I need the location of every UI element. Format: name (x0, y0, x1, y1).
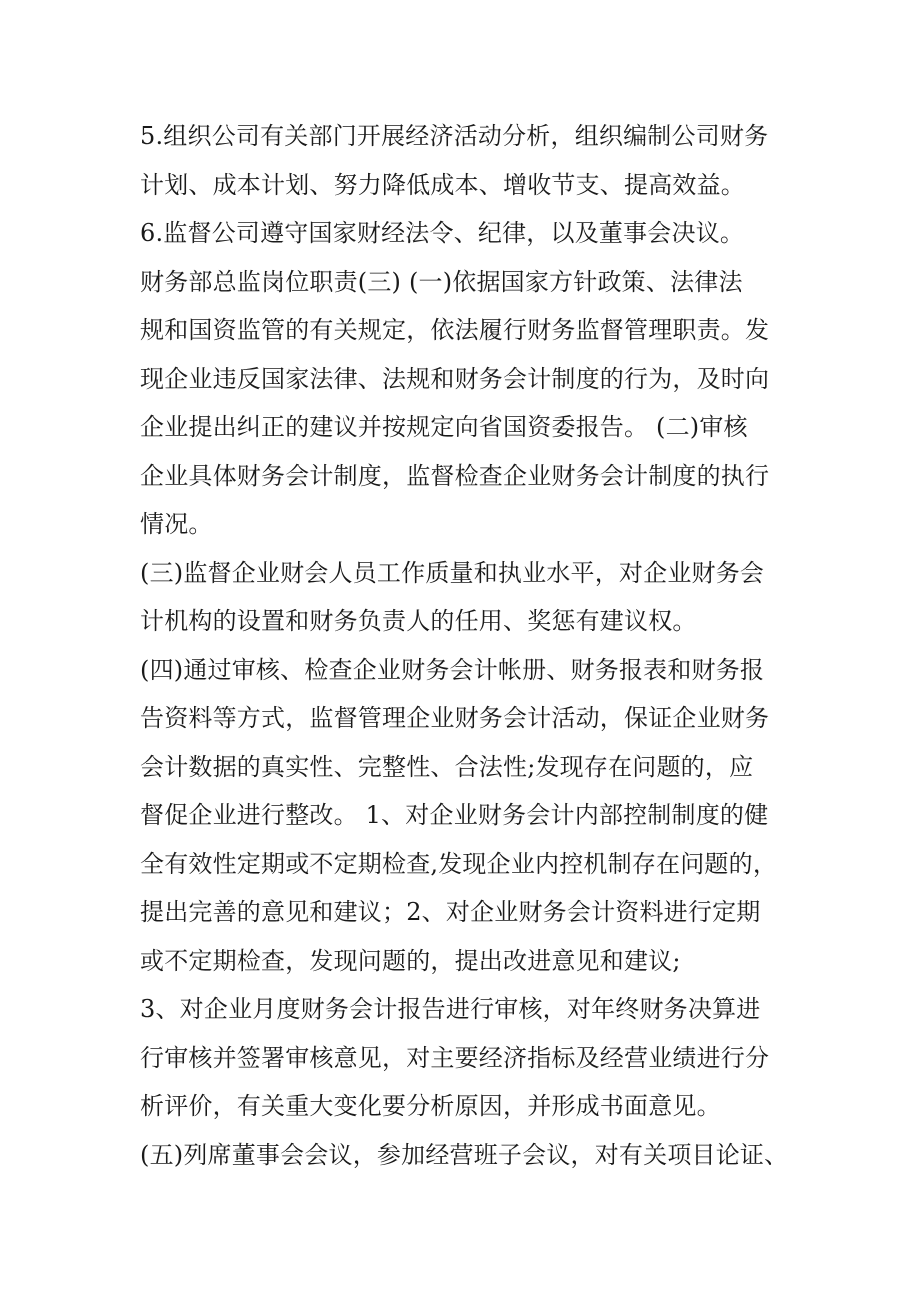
text-line-2: 计划、成本计划、努力降低成本、增收节支、提高效益。 (140, 170, 745, 199)
text-line-5: 规和国资监管的有关规定，依法履行财务监督管理职责。发 (140, 316, 770, 344)
text-line-13: 告资料等方式，监督管理企业财务会计活动，保证企业财务 (140, 704, 770, 732)
text-line-17: 提出完善的意见和建议；2、对企业财务会计资料进行定期 (140, 898, 761, 926)
text-line-4: 财务部总监岗位职责(三) (一)依据国家方针政策、法律法 (140, 267, 743, 296)
text-line-19: 3、对企业月度财务会计报告进行审核，对年终财务决算进 (140, 995, 761, 1023)
text-line-18: 或不定期检查，发现问题的，提出改进意见和建议; (140, 946, 681, 975)
text-line-15: 督促企业进行整改。 1、对企业财务会计内部控制制度的健 (140, 801, 769, 829)
text-line-8: 企业具体财务会计制度，监督检查企业财务会计制度的执行 (140, 461, 770, 490)
text-line-21: 析评价，有关重大变化要分析原因，并形成书面意见。 (140, 1092, 721, 1120)
text-line-12: (四)通过审核、检查企业财务会计帐册、财务报表和财务报 (140, 655, 765, 684)
text-line-11: 计机构的设置和财务负责人的任用、奖惩有建议权。 (140, 607, 697, 635)
text-line-6: 现企业违反国家法律、法规和财务会计制度的行为，及时向 (140, 364, 770, 393)
text-line-10: (三)监督企业财会人员工作质量和执业水平，对企业财务会 (140, 558, 765, 587)
text-line-20: 行审核并签署审核意见，对主要经济指标及经营业绩进行分 (140, 1043, 770, 1072)
text-line-3: 6.监督公司遵守国家财经法令、纪律，以及董事会决议。 (140, 219, 745, 247)
text-line-14: 会计数据的真实性、完整性、合法性;发现存在问题的，应 (140, 752, 754, 781)
text-line-7: 企业提出纠正的建议并按规定向省国资委报告。 (二)审核 (140, 413, 748, 441)
text-line-9: 情况。 (140, 510, 213, 538)
document-body (140, 112, 790, 1179)
text-line-22: (五)列席董事会会议，参加经营班子会议，对有关项目论证、 (140, 1140, 789, 1169)
text-line-1: 5.组织公司有关部门开展经济活动分析，组织编制公司财务 (140, 122, 769, 150)
text-line-16: 全有效性定期或不定期检查,发现企业内控机制存在问题的， (140, 849, 778, 878)
